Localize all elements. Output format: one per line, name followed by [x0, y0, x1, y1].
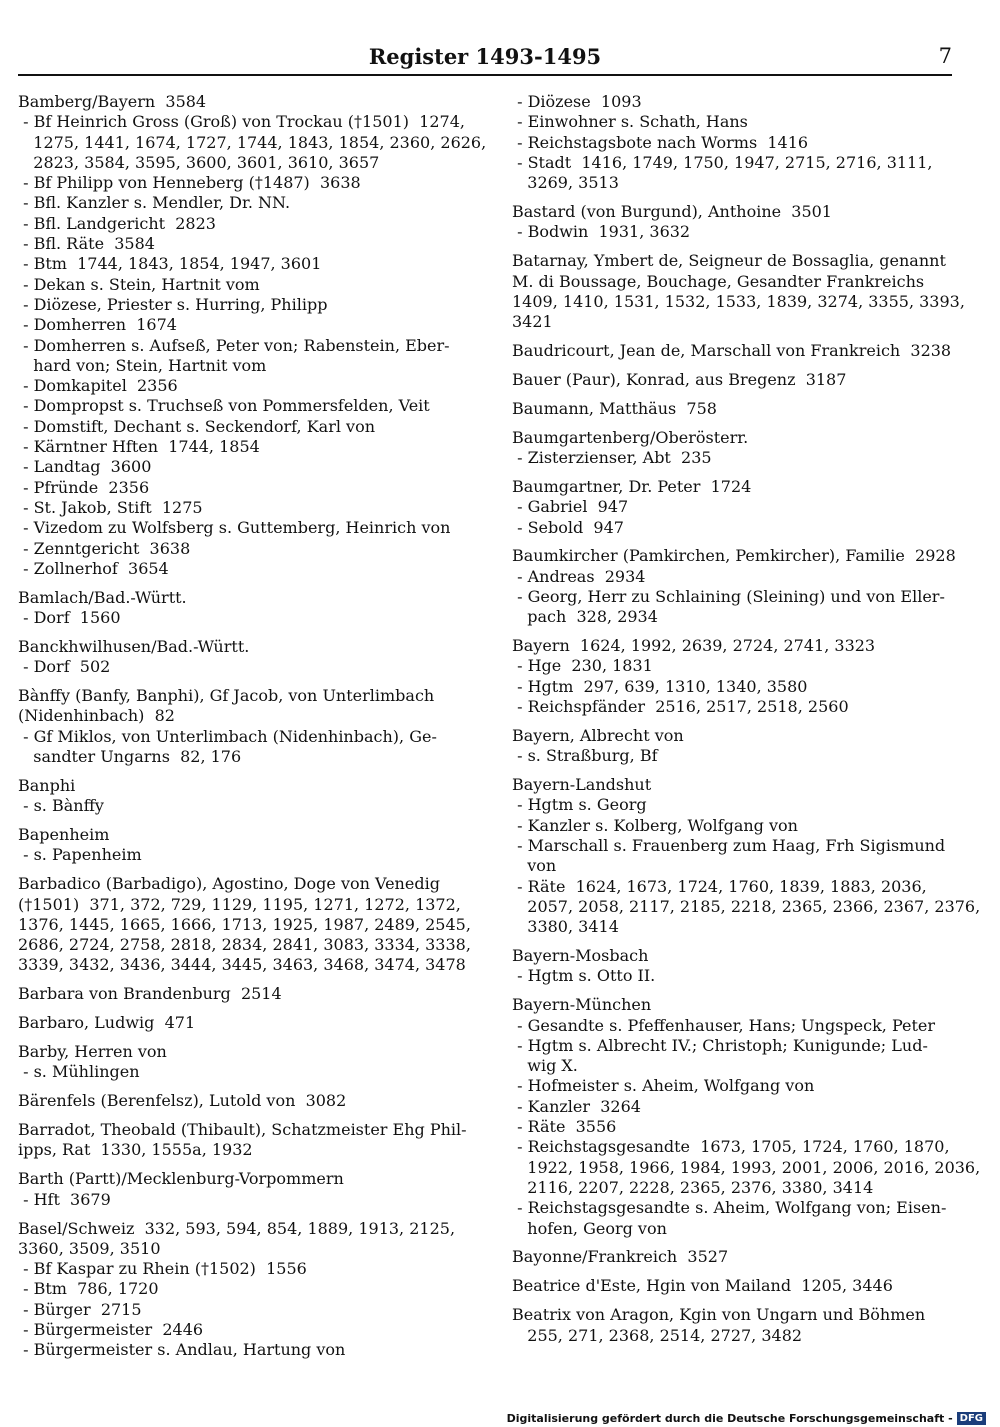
entry-line: 1376, 1445, 1665, 1666, 1713, 1925, 1987, 2489, 2545,: [18, 914, 471, 934]
entry-line: - Hofmeister s. Aheim, Wolfgang von: [512, 1076, 815, 1096]
entry-line: - Zollnerhof 3654: [18, 558, 169, 578]
entry-line: - Hft 3679: [18, 1189, 111, 1209]
register-entry: [18, 1013, 458, 1033]
entry-line: - Hgtm s. Otto II.: [512, 966, 656, 986]
entry-line: Barbara von Brandenburg 2514: [18, 984, 282, 1004]
register-entry: [512, 1305, 952, 1346]
left-column: [18, 92, 487, 1369]
entry-line: - Einwohner s. Schath, Hans: [512, 112, 748, 132]
entry-line: - Kanzler s. Kolberg, Wolfgang von: [512, 815, 798, 835]
register-entry: [512, 726, 952, 767]
entry-line: - Andreas 2934: [512, 566, 646, 586]
entry-line: (†1501) 371, 372, 729, 1129, 1195, 1271, 1272, 1372,: [18, 894, 461, 914]
register-entry: [18, 984, 458, 1004]
entry-line: Bayern-Landshut: [512, 775, 652, 795]
register-entry: [18, 1219, 458, 1361]
entry-line: Bastard (von Burgund), Anthoine 3501: [512, 202, 832, 222]
entry-line: 1275, 1441, 1674, 1727, 1744, 1843, 1854, 2360, 2626,: [18, 132, 487, 152]
entry-line: - Bf Philipp von Henneberg (†1487) 3638: [18, 173, 361, 193]
entry-line: 2823, 3584, 3595, 3600, 3601, 3610, 3657: [18, 152, 380, 172]
entry-line: 2057, 2058, 2117, 2185, 2218, 2365, 2366, 2367, 2376,: [512, 896, 981, 916]
entry-line: - Reichspfänder 2516, 2517, 2518, 2560: [512, 697, 849, 717]
entry-line: Batarnay, Ymbert de, Seigneur de Bossaglia, genannt: [512, 251, 946, 271]
right-column: [512, 92, 981, 1354]
entry-line: Banphi: [18, 775, 76, 795]
entry-line: - Räte 1624, 1673, 1724, 1760, 1839, 1883, 2036,: [512, 876, 927, 896]
entry-line: Bapenheim: [18, 825, 110, 845]
footer-text: Digitalisierung gefördert durch die Deutsche Forschungsgemeinschaft -: [506, 1412, 953, 1425]
entry-line: sandter Ungarns 82, 176: [18, 746, 242, 766]
register-entry: [512, 477, 952, 538]
entry-line: - Bf Kaspar zu Rhein (†1502) 1556: [18, 1259, 307, 1279]
entry-line: - Dorf 1560: [18, 608, 121, 628]
entry-line: - Bfl. Kanzler s. Mendler, Dr. NN.: [18, 193, 291, 213]
entry-line: - Dompropst s. Truchseß von Pommersfelden, Veit: [18, 396, 430, 416]
entry-line: - Gf Miklos, von Unterlimbach (Nidenhinbach), Ge-: [18, 726, 437, 746]
entry-line: - Sebold 947: [512, 517, 624, 537]
entry-line: - Zenntgericht 3638: [18, 538, 191, 558]
entry-line: Bamberg/Bayern 3584: [18, 92, 207, 111]
entry-line: - Reichstagsgesandte 1673, 1705, 1724, 1760, 1870,: [512, 1137, 950, 1157]
entry-line: 2116, 2207, 2228, 2365, 2376, 3380, 3414: [512, 1177, 874, 1197]
entry-line: - Pfründe 2356: [18, 477, 150, 497]
register-entry: [512, 546, 956, 627]
entry-line: Bayern-Mosbach: [512, 946, 649, 966]
register-entry: [512, 251, 965, 332]
entry-line: - Reichstagsgesandte s. Aheim, Wolfgang von; Eisen-: [512, 1198, 947, 1218]
register-entry: [512, 636, 952, 717]
entry-line: - Zisterzienser, Abt 235: [512, 448, 712, 468]
page-title: Register 1493-1495: [368, 44, 602, 69]
entry-line: Bärenfels (Berenfelsz), Lutold von 3082: [18, 1091, 347, 1111]
page-number: 7: [938, 44, 952, 68]
entry-line: - s. Straßburg, Bf: [512, 746, 658, 766]
entry-line: 2686, 2724, 2758, 2818, 2834, 2841, 3083, 3334, 3338,: [18, 935, 471, 955]
entry-line: - Diözese, Priester s. Hurring, Philipp: [18, 294, 328, 314]
entry-line: - Hgtm s. Georg: [512, 795, 647, 815]
header-rule: [18, 74, 952, 76]
entry-line: - Bodwin 1931, 3632: [512, 222, 691, 242]
entry-line: Basel/Schweiz 332, 593, 594, 854, 1889, 1913, 2125,: [18, 1218, 456, 1238]
entry-line: 3339, 3432, 3436, 3444, 3445, 3463, 3468, 3474, 3478: [18, 955, 466, 975]
entry-line: - Bf Heinrich Gross (Groß) von Trockau (†1501) 1274,: [18, 112, 465, 132]
entry-line: - Vizedom zu Wolfsberg s. Guttemberg, Heinrich von: [18, 518, 451, 538]
entry-line: Baumkircher (Pamkirchen, Pemkircher), Familie 2928: [512, 546, 956, 566]
entry-line: - Domkapitel 2356: [18, 376, 178, 396]
entry-line: - Dekan s. Stein, Hartnit vom: [18, 274, 260, 294]
entry-line: Banckhwilhusen/Bad.-Württ.: [18, 636, 250, 656]
entry-line: - Landtag 3600: [18, 457, 152, 477]
register-entry: [18, 92, 487, 579]
entry-line: (Nidenhinbach) 82: [18, 706, 175, 726]
register-entry: [18, 1169, 458, 1210]
register-entry: [512, 946, 952, 987]
entry-line: 3421: [512, 312, 553, 332]
entry-line: - Diözese 1093: [512, 92, 642, 111]
entry-line: - Bfl. Räte 3584: [18, 234, 155, 254]
entry-line: - Btm 1744, 1843, 1854, 1947, 3601: [18, 254, 322, 274]
register-entry: [512, 399, 952, 419]
entry-line: Baumgartner, Dr. Peter 1724: [512, 476, 752, 496]
entry-line: - Kärntner Hften 1744, 1854: [18, 437, 260, 457]
register-entry: [512, 341, 952, 361]
register-entry: [18, 637, 458, 678]
dfg-logo: DFG: [957, 1412, 986, 1425]
entry-line: Bauer (Paur), Konrad, aus Bregenz 3187: [512, 369, 847, 389]
entry-line: - Domherren s. Aufseß, Peter von; Rabenstein, Eber-: [18, 335, 450, 355]
register-entry: [512, 428, 952, 469]
register-entry: [18, 825, 458, 866]
entry-line: Barby, Herren von: [18, 1042, 167, 1062]
entry-line: wig X.: [512, 1056, 578, 1076]
entry-line: - Hgtm 297, 639, 1310, 1340, 3580: [512, 676, 808, 696]
entry-line: Baumgartenberg/Oberösterr.: [512, 427, 749, 447]
entry-line: - Hgtm s. Albrecht IV.; Christoph; Kunigunde; Lud-: [512, 1035, 928, 1055]
entry-line: Bayern-München: [512, 995, 652, 1015]
entry-line: 3360, 3509, 3510: [18, 1238, 161, 1258]
register-entry: [18, 1091, 458, 1111]
register-entry: [512, 775, 981, 937]
entry-line: - s. Bànffy: [18, 796, 104, 816]
entry-line: - Stadt 1416, 1749, 1750, 1947, 2715, 2716, 3111,: [512, 152, 933, 172]
entry-line: - Reichstagsbote nach Worms 1416: [512, 132, 809, 152]
footer: [507, 1412, 986, 1425]
entry-line: pach 328, 2934: [512, 607, 658, 627]
entry-line: - Hge 230, 1831: [512, 656, 653, 676]
entry-line: Barradot, Theobald (Thibault), Schatzmeister Ehg Phil-: [18, 1120, 467, 1140]
entry-line: Barbaro, Ludwig 471: [18, 1013, 196, 1033]
entry-line: - St. Jakob, Stift 1275: [18, 497, 203, 517]
entry-line: hard von; Stein, Hartnit vom: [18, 355, 267, 375]
entry-line: - Gesandte s. Pfeffenhauser, Hans; Ungspeck, Peter: [512, 1015, 936, 1035]
register-entry: [18, 686, 458, 767]
entry-line: Beatrice d'Este, Hgin von Mailand 1205, 3446: [512, 1276, 893, 1296]
entry-line: - Räte 3556: [512, 1117, 617, 1137]
entry-line: - Domherren 1674: [18, 315, 177, 335]
register-entry: [512, 92, 952, 193]
entry-line: 255, 271, 2368, 2514, 2727, 3482: [512, 1325, 803, 1345]
entry-line: ipps, Rat 1330, 1555a, 1932: [18, 1140, 253, 1160]
entry-line: - Domstift, Dechant s. Seckendorf, Karl von: [18, 416, 376, 436]
register-entry: [512, 995, 981, 1239]
entry-line: von: [512, 856, 557, 876]
entry-line: 1409, 1410, 1531, 1532, 1533, 1839, 3274, 3355, 3393,: [512, 291, 965, 311]
entry-line: - Kanzler 3264: [512, 1096, 641, 1116]
entry-line: 3380, 3414: [512, 917, 619, 937]
entry-line: hofen, Georg von: [512, 1218, 667, 1238]
page-header: [18, 44, 952, 74]
entry-line: - Bürgermeister 2446: [18, 1320, 204, 1340]
entry-line: 3269, 3513: [512, 173, 619, 193]
entry-line: Barbadico (Barbadigo), Agostino, Doge von Venedig: [18, 874, 440, 894]
entry-line: - Bürger 2715: [18, 1299, 142, 1319]
entry-line: - Bürgermeister s. Andlau, Hartung von: [18, 1340, 346, 1360]
entry-line: Bayonne/Frankreich 3527: [512, 1247, 729, 1267]
register-entry: [18, 776, 458, 817]
register-entry: [18, 874, 471, 975]
register-entry: [18, 588, 458, 629]
entry-line: - s. Papenheim: [18, 845, 142, 865]
entry-line: Baudricourt, Jean de, Marschall von Frankreich 3238: [512, 341, 952, 361]
entry-line: - Dorf 502: [18, 657, 111, 677]
entry-line: Bayern, Albrecht von: [512, 725, 684, 745]
entry-line: - Marschall s. Frauenberg zum Haag, Frh Sigismund: [512, 836, 946, 856]
register-entry: [512, 370, 952, 390]
entry-line: - Bfl. Landgericht 2823: [18, 213, 216, 233]
register-entry: [18, 1120, 467, 1161]
entry-line: Bayern 1624, 1992, 2639, 2724, 2741, 3323: [512, 636, 876, 656]
entry-line: Bamlach/Bad.-Württ.: [18, 587, 187, 607]
register-entry: [512, 1276, 952, 1296]
entry-line: - s. Mühlingen: [18, 1062, 140, 1082]
entry-line: - Gabriel 947: [512, 497, 629, 517]
entry-line: Beatrix von Aragon, Kgin von Ungarn und Böhmen: [512, 1305, 926, 1325]
register-entry: [512, 1247, 952, 1267]
entry-line: Baumann, Matthäus 758: [512, 398, 717, 418]
entry-line: - Btm 786, 1720: [18, 1279, 159, 1299]
entry-line: Barth (Partt)/Mecklenburg-Vorpommern: [18, 1169, 344, 1189]
entry-line: - Georg, Herr zu Schlaining (Sleining) und von Eller-: [512, 586, 945, 606]
entry-line: Bànffy (Banfy, Banphi), Gf Jacob, von Unterlimbach: [18, 686, 435, 706]
register-entry: [512, 202, 952, 243]
entry-line: M. di Boussage, Bouchage, Gesandter Frankreichs: [512, 271, 925, 291]
register-entry: [18, 1042, 458, 1083]
entry-line: 1922, 1958, 1966, 1984, 1993, 2001, 2006, 2016, 2036,: [512, 1157, 981, 1177]
